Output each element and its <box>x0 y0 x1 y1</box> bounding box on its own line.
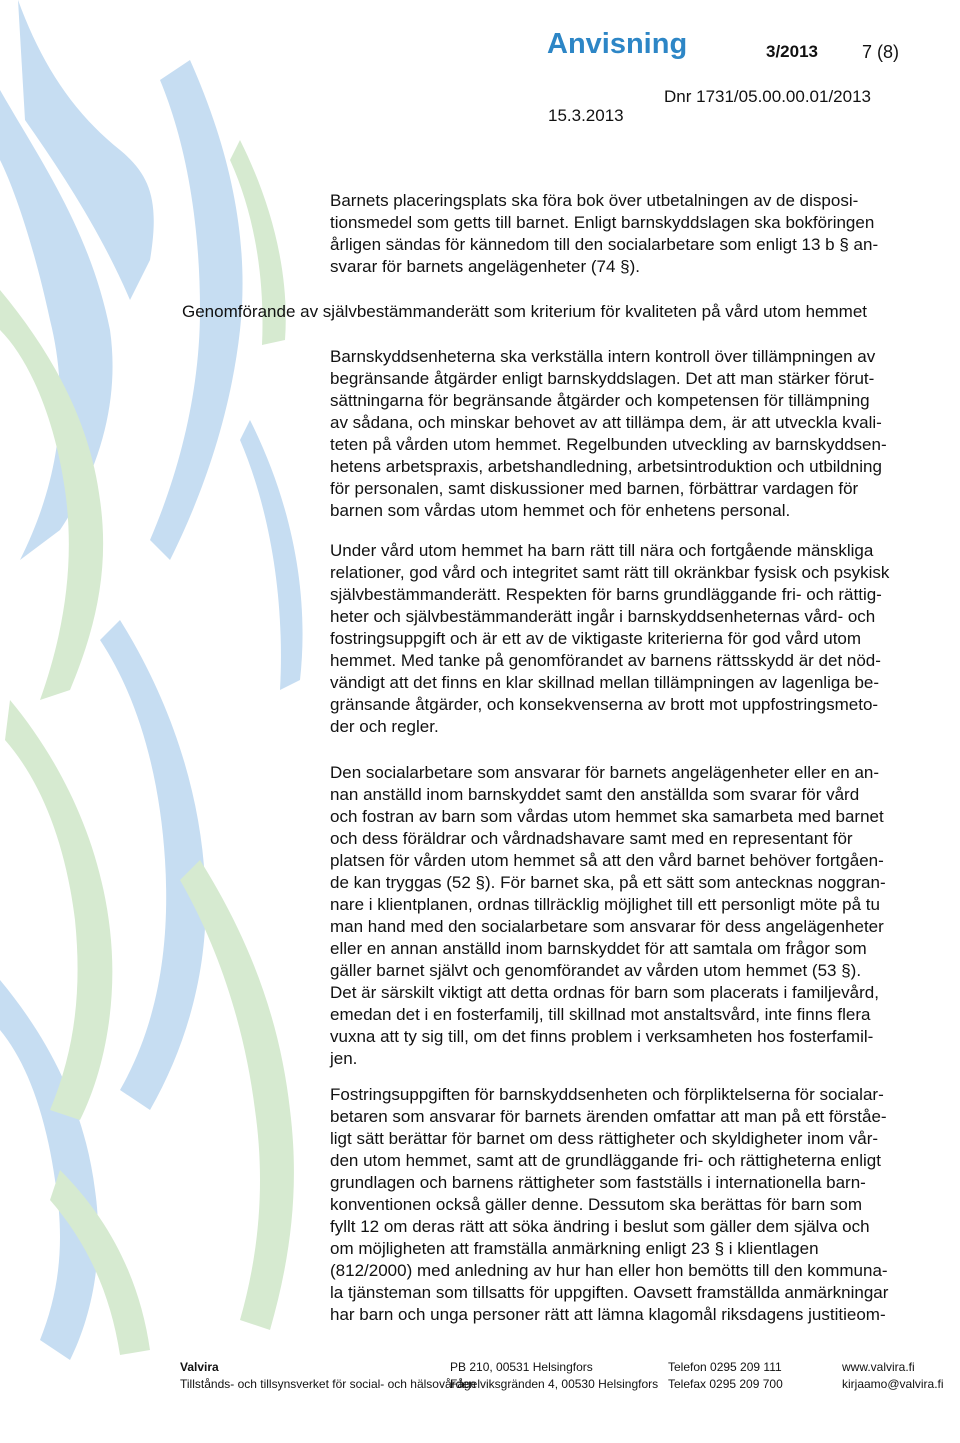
text-line: grundlagen och barnens rättigheter som fastställs i internationella barn- <box>330 1173 866 1192</box>
text-line: begränsande åtgärder enligt barnskyddslagen. Det att man stärker förut- <box>330 369 875 388</box>
text-line: hetens arbetspraxis, arbetshandledning, arbetsintroduktion och utbildning <box>330 457 882 476</box>
footer-street-address: Fågelviksgränden 4, 00530 Helsingfors <box>450 1377 659 1391</box>
text-line: Barnskyddsenheterna ska verkställa intern kontroll över tillämpningen av <box>330 347 876 366</box>
text-line: och dess föräldrar och vårdnadshavare samt med en representant för <box>330 829 853 848</box>
footer-fax: Telefax 0295 209 700 <box>668 1377 783 1391</box>
document-type-title: Anvisning <box>547 28 688 60</box>
text-line: årligen sändas för kännedom till den socialarbetare som enligt 13 b § an- <box>330 235 879 254</box>
text-line: Det är särskilt viktigt att detta ordnas för barn som placerats i familjevård, <box>330 983 879 1002</box>
text-line: fostringsuppgift och är ett av de viktigaste kriterierna för god vård utom <box>330 629 862 648</box>
text-line: de kan tryggas (52 §). För barnet ska, på ett sätt som antecknas noggran- <box>330 873 886 892</box>
text-line: der och regler. <box>330 717 439 736</box>
paragraph-internal-control <box>330 346 887 522</box>
text-line: ligt sätt berättar för barnet om dess rättigheter och skyldigheter inom vår- <box>330 1129 879 1148</box>
text-line: konventionen också gäller denne. Dessutom ska berättas för barn som <box>330 1195 863 1214</box>
text-line: och fostran av barn som vårdas utom hemmet ska samarbeta med barnet <box>330 807 884 826</box>
text-line: heter och självbestämmanderätt ingår i barnskyddsenheternas vård- och <box>330 607 876 626</box>
footer-email-link[interactable]: kirjaamo@valvira.fi <box>842 1377 944 1391</box>
paragraph-upbringing-duties <box>330 1084 888 1326</box>
text-line: av sådana, och minskar behovet av att tillämpa dem, är att utveckla kvali- <box>330 413 882 432</box>
decor-blue-stroke-6 <box>240 420 303 690</box>
footer-website-link[interactable]: www.valvira.fi <box>842 1360 915 1374</box>
footer-org-description: Tillstånds- och tillsynsverket för social- och hälsovården <box>180 1377 476 1391</box>
text-line: emedan det i en fosterfamilj, till skillnad mot anstaltsvård, inte finns flera <box>330 1005 871 1024</box>
text-line: Den socialarbetare som ansvarar för barnets angelägenheter eller en an- <box>330 763 880 782</box>
text-line: man hand med den socialarbetare som ansvarar för dess angelägenheter <box>330 917 884 936</box>
text-line: Under vård utom hemmet ha barn rätt till nära och fortgående mänskliga <box>330 541 874 560</box>
diary-number: Dnr 1731/05.00.00.01/2013 <box>664 87 872 106</box>
text-line: barnen som vårdas utom hemmet och för enhetens personal. <box>330 501 791 520</box>
text-line: nare i klientplanen, ordnas tillräcklig möjlighet till ett personligt möte på tu <box>330 895 880 914</box>
text-line: den utom hemmet, samt att de grundläggande fri- och rättigheterna enligt <box>330 1151 881 1170</box>
document-number: 3/2013 <box>766 42 818 61</box>
decor-shapes <box>0 0 303 1360</box>
footer-postal-address: PB 210, 00531 Helsingfors <box>450 1360 593 1374</box>
text-line: hemmet. Med tanke på genomförandet av barnens rättsskydd är det nöd- <box>330 651 881 670</box>
text-line: teten på vården utom hemmet. Regelbunden utveckling av barnskyddsen- <box>330 435 887 454</box>
text-line: svarar för barnets angelägenheter (74 §). <box>330 257 640 276</box>
paragraph-rights <box>330 540 889 738</box>
decor-blue-stroke-4 <box>100 620 206 1110</box>
text-line: eller en annan anställd inom barnskyddet för att samtala om frågor som <box>330 939 867 958</box>
text-line: vändigt att det finns en klar skillnad mellan tillämpningen av lagenliga be- <box>330 673 880 692</box>
text-line: Barnets placeringsplats ska föra bok över utbetalningen av de disposi- <box>330 191 859 210</box>
text-line: nan anställd inom barnskyddet samt den anställda som svarar för vård <box>330 785 860 804</box>
text-line: Fostringsuppgiften för barnskyddsenheten och förpliktelserna för socialar- <box>330 1085 884 1104</box>
text-line: la tjänsteman som tillsatts för uppgiften. Oavsett framställda anmärkningar <box>330 1283 889 1302</box>
document-date: 15.3.2013 <box>548 106 624 125</box>
text-line: gäller barnet självt och genomförandet av vården utom hemmet (53 §). <box>330 961 862 980</box>
paragraph-cooperation <box>330 762 886 1070</box>
text-line: relationer, god vård och integritet samt rätt till okränkbar fysisk och psykisk <box>330 563 890 582</box>
text-line: betaren som ansvarar för barnets ärenden omfattar att man på ett förståe- <box>330 1107 887 1126</box>
text-line: gränsande åtgärder, och konsekvenserna av brott mot uppfostringsmeto- <box>330 695 879 714</box>
text-line: tionsmedel som getts till barnet. Enligt barnskyddslagen ska bokföringen <box>330 213 875 232</box>
page-number: 7 (8) <box>862 42 900 62</box>
text-line: om möjligheten att framställa anmärkning enligt 23 § i klientlagen <box>330 1239 819 1258</box>
paragraph-bookkeeping <box>330 190 878 278</box>
footer-org-name: Valvira <box>180 1360 219 1374</box>
text-line: sättningarna för begränsande åtgärder och kompetensen för tillämpning <box>330 391 870 410</box>
section-heading: Genomförande av självbestämmanderätt som kriterium för kvaliteten på vård utom hemmet <box>182 302 868 321</box>
text-line: platsen för vården utom hemmet så att den vård barnet behöver fortgåen- <box>330 851 884 870</box>
text-line: (812/2000) med anledning av hur han eller hon bemötts till den kommuna- <box>330 1261 888 1280</box>
text-line: vuxna att ty sig till, om det finns problem i verksamheten hos fosterfamil- <box>330 1027 874 1046</box>
text-line: självbestämmanderätt. Respekten för barns grundläggande fri- och rättig- <box>330 585 882 604</box>
footer-phone: Telefon 0295 209 111 <box>668 1360 782 1374</box>
text-line: fyllt 12 om deras rätt att söka ändring i beslut som gäller dem själva och <box>330 1217 870 1236</box>
text-line: har barn och unga personer rätt att lämna klagomål riksdagens justitieom- <box>330 1305 886 1324</box>
text-line: jen. <box>330 1049 358 1068</box>
text-line: för personalen, samt diskussioner med barnen, förbättrar vardagen för <box>330 479 859 498</box>
